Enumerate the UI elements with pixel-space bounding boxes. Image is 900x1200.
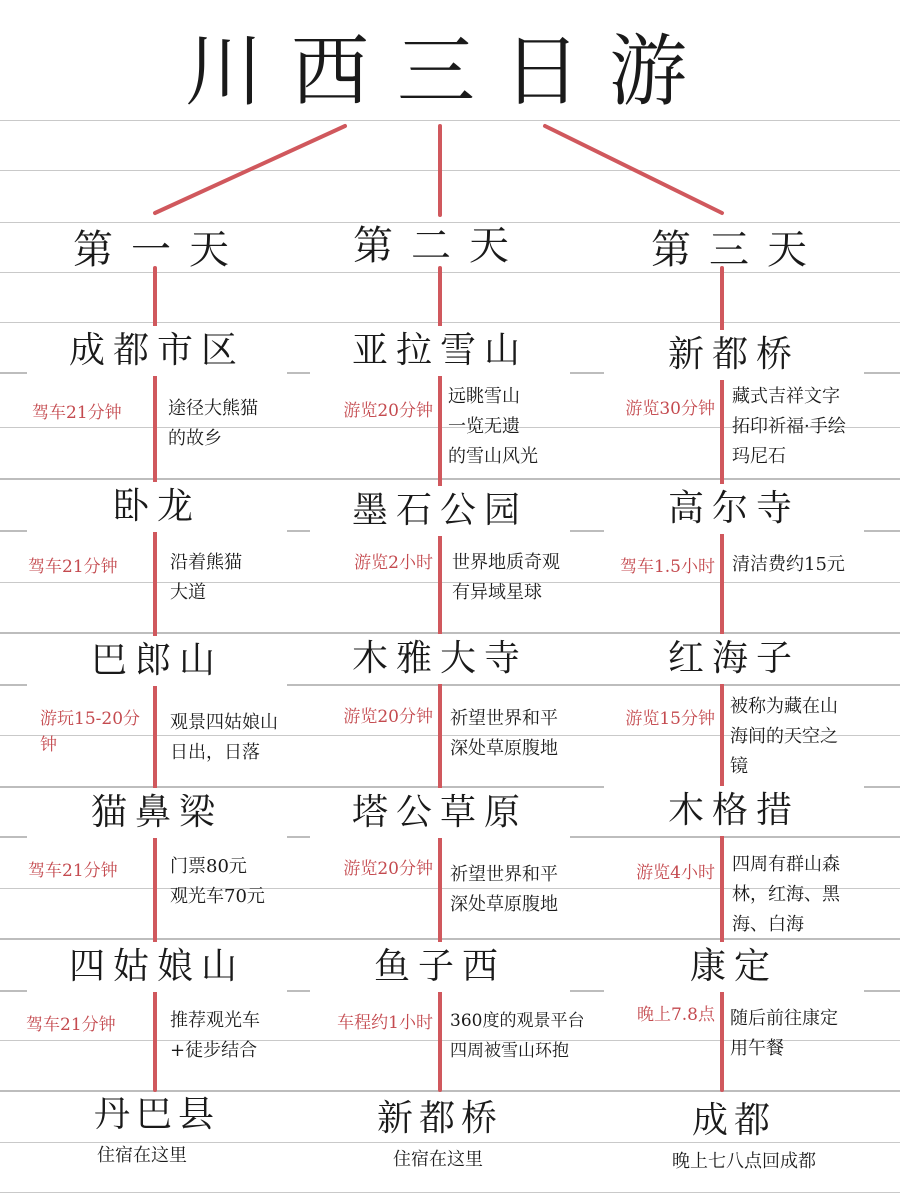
stop-name: 红海子 bbox=[604, 634, 864, 684]
stop-duration: 驾车21分钟 bbox=[28, 861, 118, 881]
day-2-end: 新都桥 bbox=[376, 1098, 503, 1139]
stop-name: 成都市区 bbox=[27, 326, 287, 376]
page-title: 川西三日游 bbox=[184, 27, 715, 117]
day-1-label: 第一天 bbox=[73, 227, 247, 273]
stop-duration: 游览20分钟 bbox=[343, 859, 433, 879]
stop-desc: 清洁费约15元 bbox=[732, 554, 845, 575]
stop-name: 巴郎山 bbox=[27, 636, 287, 686]
stop-name: 高尔寺 bbox=[604, 484, 864, 534]
stop-duration: 游览15分钟 bbox=[625, 709, 715, 729]
stop-desc: 藏式吉祥文字 拓印祈福·手绘 玛尼石 bbox=[732, 386, 846, 467]
stop-name: 卧龙 bbox=[27, 482, 287, 532]
stop-desc: 推荐观光车 +徒步结合 bbox=[170, 1010, 260, 1061]
stop-name: 塔公草原 bbox=[310, 788, 570, 838]
stop-name: 四姑娘山 bbox=[27, 942, 287, 992]
day-2-end-note: 住宿在这里 bbox=[393, 1149, 483, 1170]
stop-desc: 观景四姑娘山 日出，日落 bbox=[170, 712, 278, 763]
stop-desc: 沿着熊猫 大道 bbox=[170, 552, 242, 603]
stop-name: 猫鼻梁 bbox=[27, 788, 287, 838]
day-1-end-note: 住宿在这里 bbox=[97, 1145, 187, 1166]
stop-name: 墨石公园 bbox=[310, 486, 570, 536]
stop-desc: 远眺雪山 一览无遗 的雪山风光 bbox=[448, 386, 538, 467]
stop-duration: 游览20分钟 bbox=[343, 401, 433, 421]
stop-duration: 游览30分钟 bbox=[625, 399, 715, 419]
stop-duration: 晚上7.8点 bbox=[636, 1005, 715, 1025]
stop-duration: 驾车21分钟 bbox=[28, 557, 118, 577]
stop-desc: 途径大熊猫 的故乡 bbox=[168, 398, 258, 449]
stop-name: 亚拉雪山 bbox=[310, 326, 570, 376]
stop-duration: 驾车21分钟 bbox=[26, 1015, 116, 1035]
stop-desc: 被称为藏在山 海间的天空之 镜 bbox=[730, 696, 838, 777]
stop-duration: 游览4小时 bbox=[636, 863, 715, 883]
stop-name: 木雅大寺 bbox=[310, 634, 570, 684]
stop-desc: 祈望世界和平 深处草原腹地 bbox=[450, 864, 558, 915]
stop-name: 康定 bbox=[604, 942, 864, 992]
stop-desc: 随后前往康定 用午餐 bbox=[730, 1008, 838, 1059]
stop-duration: 游玩15-20分钟 bbox=[40, 709, 141, 755]
stop-name: 鱼子西 bbox=[310, 942, 570, 992]
day-3-end: 成都 bbox=[691, 1100, 776, 1141]
stop-duration: 车程约1小时 bbox=[337, 1013, 433, 1033]
stop-duration: 驾车1.5小时 bbox=[619, 557, 715, 577]
branch-day3 bbox=[545, 126, 722, 213]
day-3-label: 第三天 bbox=[651, 227, 825, 273]
day-2-label: 第二天 bbox=[353, 223, 527, 269]
stop-name: 新都桥 bbox=[604, 330, 864, 380]
branch-day1 bbox=[155, 126, 345, 213]
stop-name: 木格措 bbox=[604, 786, 864, 836]
stop-desc: 祈望世界和平 深处草原腹地 bbox=[450, 708, 558, 759]
stop-duration: 游览2小时 bbox=[354, 553, 433, 573]
stop-desc: 世界地质奇观 有异域星球 bbox=[452, 552, 560, 603]
stop-duration: 游览20分钟 bbox=[343, 707, 433, 727]
stop-desc: 门票80元 观光车70元 bbox=[170, 856, 265, 907]
stop-desc: 360度的观景平台 四周被雪山环抱 bbox=[450, 1011, 585, 1061]
stop-duration: 驾车21分钟 bbox=[32, 403, 122, 423]
stop-desc: 四周有群山森 林，红海、黑 海、白海 bbox=[732, 854, 840, 935]
day-3-end-note: 晚上七八点回成都 bbox=[672, 1151, 816, 1172]
day-1-end: 丹巴县 bbox=[93, 1094, 220, 1135]
